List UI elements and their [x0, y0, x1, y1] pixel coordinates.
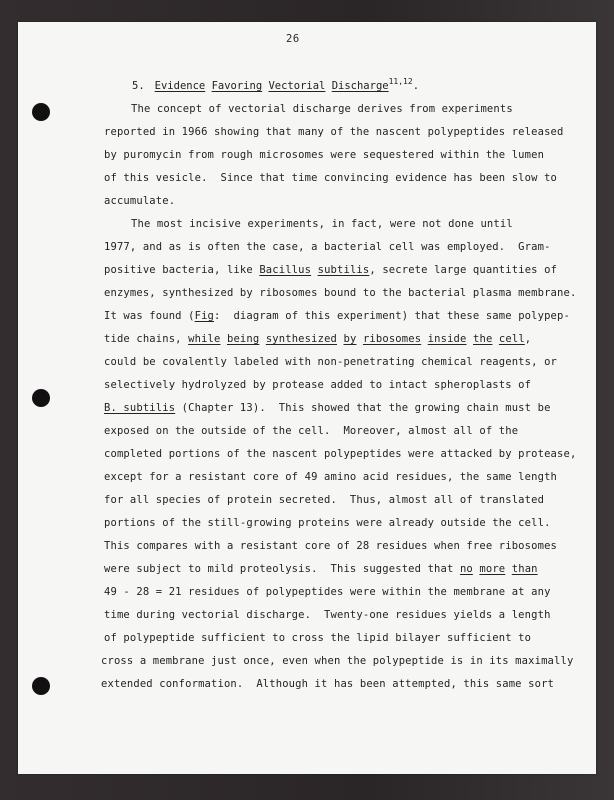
punch-hole-middle — [32, 389, 50, 407]
text-segment: by puromycin from rough microsomes were sequestered within the lumen — [104, 149, 545, 161]
text-line — [104, 264, 557, 276]
underlined-text: inside — [427, 333, 467, 345]
heading-word: Vectorial — [268, 80, 326, 92]
underlined-text: the — [473, 333, 493, 345]
text-segment: of this vesicle. Since that time convincing evidence has been slow to — [104, 172, 558, 184]
text-line — [104, 494, 544, 506]
heading-word: Evidence — [154, 80, 206, 92]
text-segment: extended conformation. Although it has been attempted, this same sort — [101, 678, 555, 690]
text-segment: completed portions of the nascent polypeptides were attacked by protease, — [104, 448, 577, 460]
text-segment: , secrete large quantities of — [369, 264, 558, 276]
page-number: 26 — [286, 33, 300, 45]
underlined-text: no — [459, 563, 473, 575]
text-line — [101, 678, 554, 690]
text-segment: were subject to mild proteolysis. This suggested that — [104, 563, 460, 575]
text-segment: exposed on the outside of the cell. Moreover, almost all of the — [104, 425, 519, 437]
text-line — [104, 149, 544, 161]
text-line — [104, 609, 551, 621]
text-segment: (Chapter 13). This showed that the growing chain must be — [175, 402, 551, 414]
text-segment: : diagram of this experiment) that these same polypep- — [214, 310, 570, 322]
text-line — [104, 517, 551, 529]
text-segment: positive bacteria, like — [104, 264, 260, 276]
heading-word: Discharge — [331, 80, 389, 92]
text-line — [101, 655, 573, 667]
underlined-text: synthesized — [265, 333, 338, 345]
text-segment: 49 - 28 = 21 residues of polypeptides were within the membrane at any — [104, 586, 551, 598]
underlined-text: while — [188, 333, 221, 345]
text-line — [104, 471, 557, 483]
underlined-text: being — [226, 333, 260, 345]
text-segment: for all species of protein secreted. Thus, almost all of translated — [104, 494, 545, 506]
text-line — [104, 540, 557, 552]
text-segment: cross a membrane just once, even when the polypeptide is in its maximally — [101, 655, 574, 667]
document-page — [18, 22, 596, 774]
heading-word: Favoring — [211, 80, 263, 92]
text-segment: The most incisive experiments, in fact, were not done until — [131, 218, 513, 230]
text-segment: , — [524, 333, 532, 345]
punch-hole-bottom — [32, 677, 50, 695]
section-number: 5. — [132, 80, 145, 92]
text-line — [104, 356, 557, 368]
text-line — [131, 218, 513, 230]
text-line — [104, 632, 531, 644]
text-segment: could be covalently labeled with non-penetrating chemical reagents, or — [104, 356, 558, 368]
text-segment: reported in 1966 showing that many of the nascent polypeptides released — [104, 126, 564, 138]
text-segment: It was found ( — [104, 310, 195, 322]
text-line — [104, 448, 576, 460]
text-segment: portions of the still-growing proteins were already outside the cell. — [104, 517, 551, 529]
text-line — [104, 586, 551, 598]
text-line — [104, 563, 538, 575]
text-line — [104, 425, 518, 437]
text-segment: accumulate. — [104, 195, 176, 207]
underlined-text: by — [343, 333, 357, 345]
reference-superscript: 11,12 — [388, 77, 413, 86]
text-line — [104, 172, 557, 184]
text-segment: time during vectorial discharge. Twenty-one residues yields a length — [104, 609, 551, 621]
text-segment: tide chains, — [104, 333, 189, 345]
underlined-text: than — [511, 563, 538, 575]
section-heading — [132, 77, 419, 92]
text-segment: The concept of vectorial discharge derives from experiments — [131, 103, 513, 115]
text-segment: selectively hydrolyzed by protease added to intact spheroplasts of — [104, 379, 532, 391]
text-segment: except for a resistant core of 49 amino acid residues, the same length — [104, 471, 558, 483]
text-line — [131, 103, 513, 115]
underlined-text: B. subtilis — [104, 402, 176, 414]
text-line — [104, 333, 531, 345]
text-segment: of polypeptide sufficient to cross the lipid bilayer sufficient to — [104, 632, 532, 644]
text-line — [104, 379, 531, 391]
underlined-text: ribosomes — [362, 333, 422, 345]
text-line — [104, 241, 551, 253]
text-line — [104, 287, 576, 299]
punch-hole-top — [32, 103, 50, 121]
heading-period: . — [412, 80, 420, 92]
underlined-text: subtilis — [317, 264, 370, 276]
underlined-text: more — [479, 563, 506, 575]
underlined-text: Bacillus — [259, 264, 312, 276]
text-line — [104, 126, 563, 138]
text-line — [104, 310, 570, 322]
text-segment: This compares with a resistant core of 28 residues when free ribosomes — [104, 540, 558, 552]
text-line — [104, 195, 175, 207]
underlined-text: Fig — [194, 310, 215, 322]
text-line — [104, 402, 551, 414]
text-segment: enzymes, synthesized by ribosomes bound to the bacterial plasma membrane. — [104, 287, 577, 299]
text-segment: 1977, and as is often the case, a bacterial cell was employed. Gram- — [104, 241, 551, 253]
underlined-text: cell — [498, 333, 525, 345]
